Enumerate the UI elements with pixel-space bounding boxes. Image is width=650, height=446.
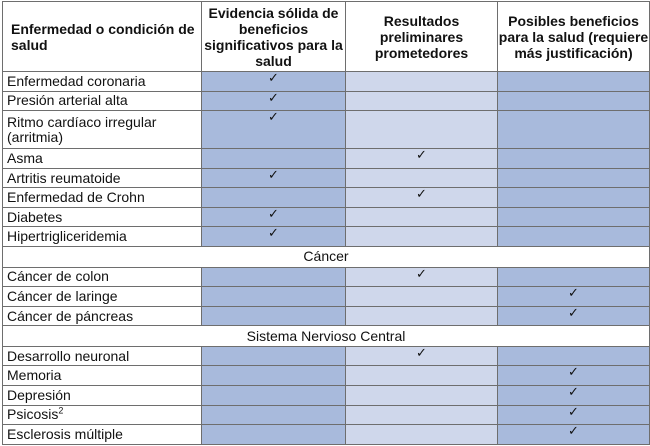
- check-mark-icon: ✓: [268, 226, 279, 241]
- evidence-cell: [346, 386, 498, 406]
- condition-cell: [3, 72, 202, 92]
- condition-cell: [3, 405, 202, 425]
- evidence-cell: [498, 386, 650, 406]
- check-mark-icon: ✓: [568, 365, 579, 380]
- evidence-cell: [346, 267, 498, 287]
- header-possible-benefits: Posibles beneficios para la salud (requiere más justificación): [498, 2, 650, 72]
- section-row: [3, 247, 650, 268]
- evidence-cell: [498, 149, 650, 169]
- evidence-cell: [346, 405, 498, 425]
- condition-cell: [3, 267, 202, 287]
- evidence-cell: [498, 287, 650, 307]
- condition-cell: [3, 149, 202, 169]
- condition-label: Cáncer de colon: [7, 268, 109, 285]
- table-row: [3, 386, 650, 406]
- table-row: [3, 287, 650, 307]
- evidence-cell: [202, 425, 346, 445]
- table-row: [3, 149, 650, 169]
- condition-label: Cáncer de laringe: [7, 287, 118, 304]
- condition-label: Artritis reumatoide: [7, 169, 121, 186]
- evidence-cell: [346, 287, 498, 307]
- evidence-cell: [202, 72, 346, 92]
- check-mark-icon: ✓: [268, 207, 279, 221]
- check-mark-icon: ✓: [268, 110, 279, 125]
- condition-label: Ritmo cardíaco irregular (arritmia): [7, 113, 157, 145]
- condition-cell: [3, 91, 202, 111]
- evidence-cell: [498, 168, 650, 188]
- evidence-cell: [202, 188, 346, 208]
- check-mark-icon: ✓: [416, 187, 427, 202]
- table-row: [3, 346, 650, 366]
- evidence-cell: [498, 405, 650, 425]
- check-mark-icon: ✓: [268, 71, 279, 85]
- evidence-cell: [346, 149, 498, 169]
- condition-cell: [3, 425, 202, 445]
- evidence-cell: [498, 72, 650, 92]
- evidence-cell: [346, 168, 498, 188]
- evidence-cell: [498, 306, 650, 326]
- evidence-cell: [498, 366, 650, 386]
- evidence-cell: [498, 111, 650, 149]
- condition-cell: [3, 287, 202, 307]
- table-row: [3, 425, 650, 445]
- evidence-cell: [498, 425, 650, 445]
- condition-label: Asma: [7, 150, 43, 167]
- evidence-cell: [498, 91, 650, 111]
- evidence-cell: [346, 72, 498, 92]
- check-mark-icon: ✓: [568, 306, 579, 320]
- condition-label: Enfermedad coronaria: [7, 72, 146, 89]
- condition-cell: [3, 168, 202, 188]
- evidence-cell: [498, 227, 650, 247]
- condition-cell: [3, 188, 202, 208]
- check-mark-icon: ✓: [568, 385, 579, 400]
- condition-cell: [3, 111, 202, 149]
- header-row: [3, 2, 650, 72]
- evidence-cell: [202, 386, 346, 406]
- evidence-cell: [346, 91, 498, 111]
- evidence-cell: [202, 207, 346, 227]
- evidence-cell: [202, 287, 346, 307]
- check-mark-icon: ✓: [416, 267, 427, 281]
- section-label: Sistema Nervioso Central: [3, 326, 650, 347]
- evidence-cell: [202, 405, 346, 425]
- table-row: [3, 366, 650, 386]
- condition-cell: [3, 346, 202, 366]
- header-condition: Enfermedad o condición de salud: [3, 2, 202, 72]
- condition-cell: [3, 306, 202, 326]
- table-row: [3, 227, 650, 247]
- condition-label: Psicosis: [7, 406, 59, 423]
- table-row: [3, 267, 650, 287]
- section-label: Cáncer: [3, 247, 650, 268]
- evidence-cell: [202, 227, 346, 247]
- header-promising-results: Resultados preliminares prometedores: [346, 2, 498, 72]
- condition-label: Memoria: [7, 367, 62, 384]
- condition-cell: [3, 386, 202, 406]
- evidence-cell: [202, 366, 346, 386]
- evidence-cell: [202, 168, 346, 188]
- condition-cell: [3, 207, 202, 227]
- check-mark-icon: ✓: [416, 346, 427, 360]
- condition-label: Hipertrigliceridemia: [7, 228, 127, 245]
- condition-label: Desarrollo neuronal: [7, 347, 130, 364]
- table-row: [3, 72, 650, 92]
- evidence-cell: [498, 346, 650, 366]
- evidence-cell: [346, 227, 498, 247]
- check-mark-icon: ✓: [568, 405, 579, 419]
- evidence-cell: [346, 366, 498, 386]
- evidence-cell: [498, 267, 650, 287]
- evidence-cell: [346, 306, 498, 326]
- evidence-cell: [202, 111, 346, 149]
- table-row: [3, 91, 650, 111]
- evidence-cell: [346, 425, 498, 445]
- condition-label: Diabetes: [7, 208, 63, 225]
- evidence-cell: [202, 149, 346, 169]
- condition-cell: [3, 227, 202, 247]
- condition-label: Cáncer de páncreas: [7, 307, 134, 324]
- check-mark-icon: ✓: [568, 424, 579, 439]
- condition-label: Depresión: [7, 386, 71, 403]
- table-row: [3, 188, 650, 208]
- evidence-cell: [202, 306, 346, 326]
- section-row: [3, 326, 650, 347]
- evidence-cell: [346, 346, 498, 366]
- condition-label: Presión arterial alta: [7, 92, 128, 109]
- evidence-cell: [202, 267, 346, 287]
- table-row: [3, 111, 650, 149]
- evidence-cell: [346, 111, 498, 149]
- evidence-cell: [498, 207, 650, 227]
- evidence-cell: [202, 91, 346, 111]
- table-row: [3, 306, 650, 326]
- evidence-cell: [202, 346, 346, 366]
- health-benefits-table: [2, 1, 650, 445]
- condition-cell: [3, 366, 202, 386]
- table-row: [3, 168, 650, 188]
- check-mark-icon: ✓: [568, 286, 579, 301]
- table-body: [3, 72, 650, 445]
- check-mark-icon: ✓: [268, 168, 279, 182]
- header-strong-evidence: Evidencia sólida de beneficios significativos para la salud: [202, 2, 346, 72]
- evidence-cell: [346, 207, 498, 227]
- check-mark-icon: ✓: [416, 148, 427, 163]
- table-row: [3, 405, 650, 425]
- table-row: [3, 207, 650, 227]
- check-mark-icon: ✓: [268, 91, 279, 105]
- condition-label: Enfermedad de Crohn: [7, 189, 145, 206]
- evidence-cell: [498, 188, 650, 208]
- condition-label: Esclerosis múltiple: [7, 426, 123, 443]
- footnote-marker: 2: [58, 405, 64, 416]
- evidence-cell: [346, 188, 498, 208]
